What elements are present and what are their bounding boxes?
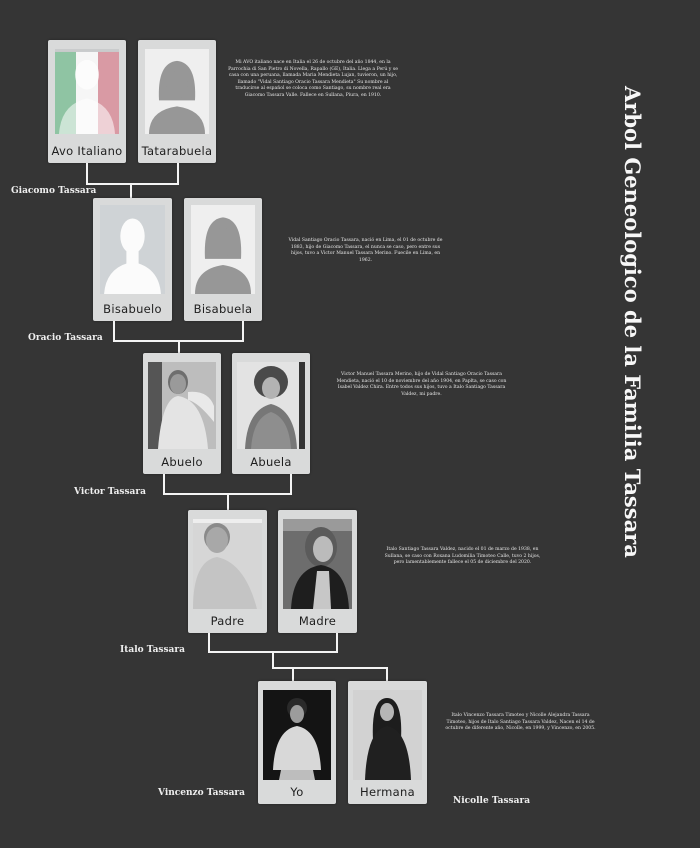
female-silhouette-icon <box>191 205 255 294</box>
card-label: Padre <box>210 614 245 628</box>
card-label: Bisabuela <box>193 302 253 316</box>
card-abuelo[interactable] <box>143 353 221 474</box>
bio-text: Vidal Santiago Oracio Tassara, nació en Lima, el 01 de octubre de 1883, hijo de Giacomo Tassara, el nunca se caso, pero entre sus hijos, tuvo a Victor Manuel Tassara Merino. Fuecile en Lima, en 1962. <box>288 238 443 263</box>
card-label: Madre <box>298 614 337 628</box>
generation-name: Italo Tassara <box>120 645 185 655</box>
male-silhouette-icon <box>100 205 165 294</box>
card-madre[interactable] <box>278 510 357 633</box>
card-yo[interactable] <box>258 681 336 804</box>
photo-father-icon <box>193 519 262 609</box>
bio-text: Italo Vincenzo Tassara Timoteo y Nicolle Alejandra Tassara Timoteo, hijos de Italo Santiago Tassara Valdez, Nacen el 14 de octubre de diferente año, Nicolle, en 1999, y Vincenzo, en 2005. <box>445 713 596 732</box>
generation-name: Oracio Tassara <box>28 333 103 343</box>
connector <box>272 667 388 669</box>
connector <box>86 183 179 185</box>
connector <box>290 474 292 495</box>
generation-name-vincenzo: Vincenzo Tassara <box>158 788 245 798</box>
photo-grandfather-icon <box>148 362 216 449</box>
card-label: Abuela <box>250 455 292 469</box>
bio-text: Mi AVO italiano nace en Italia el 26 de octubre del año 1844, en la Parrochia di San Pietro di Novella, Rapallo (GE), Italia. Llega a Perú y se casa con una peruana, llamada Maria Mendieta Lujan, tuvieron, un hijo, llamado "Vidal Santiago Oracio Tassara Mendieta" Su nombre al traducirse al español se coloca como Santiago, su nombre real era Giacomo Tassara Valle. Fallece en Sullana, Piura, en 1910. <box>228 60 398 98</box>
connector <box>163 474 165 495</box>
generation-name: Victor Tassara <box>74 487 146 497</box>
card-abuela[interactable] <box>232 353 310 474</box>
female-silhouette-icon <box>145 49 209 134</box>
generation-name: Giacomo Tassara <box>11 186 97 196</box>
connector <box>227 493 229 510</box>
connector <box>86 163 88 184</box>
connector <box>113 321 115 342</box>
connector <box>386 667 388 681</box>
card-label: Avo Italiano <box>51 144 123 158</box>
card-label: Yo <box>290 785 304 799</box>
card-label: Abuelo <box>161 455 203 469</box>
connector <box>292 667 294 681</box>
card-bisabuela[interactable] <box>184 198 262 321</box>
photo-me-icon <box>263 690 331 780</box>
connector <box>178 340 180 353</box>
connector <box>242 321 244 342</box>
photo-grandmother-icon <box>237 362 305 449</box>
card-label: Hermana <box>360 785 415 799</box>
card-padre[interactable] <box>188 510 267 633</box>
connector <box>208 633 210 653</box>
card-label: Bisabuelo <box>103 302 162 316</box>
bio-text: Italo Santiago Tassara Valdez, nacido el 01 de marzo de 1938, en Sullana, se caso con Roxana Ludomilia Timoteo Calle, tuvo 2 hijos, pero lamentablemente fallece el 05 de diciembre del 2020. <box>384 547 541 566</box>
card-hermana[interactable] <box>348 681 427 804</box>
italian-flag-silhouette-icon <box>55 49 119 134</box>
connector <box>336 633 338 653</box>
card-bisabuelo[interactable] <box>93 198 172 321</box>
card-label: Tatarabuela <box>141 144 213 158</box>
connector <box>177 163 179 184</box>
card-avo-italiano[interactable] <box>48 40 126 163</box>
generation-name-nicolle: Nicolle Tassara <box>453 796 531 806</box>
photo-mother-icon <box>283 519 352 609</box>
connector <box>130 183 132 198</box>
card-tatarabuela[interactable] <box>138 40 216 163</box>
bio-text: Victor Manuel Tassara Merino, hijo de Vidal Santiago Oracio Tassara Mendieta, nació el 10 de noviembre del año 1904, en Paplta, se caso con Isabel Valdez Chira. Entre todos sus hijos, tuvo a Italo Santiago Tassara Valdez, mi padre. <box>336 372 507 397</box>
page-title: Arbol Geneologico de la Familia Tassara <box>620 86 645 558</box>
photo-sister-icon <box>353 690 422 780</box>
